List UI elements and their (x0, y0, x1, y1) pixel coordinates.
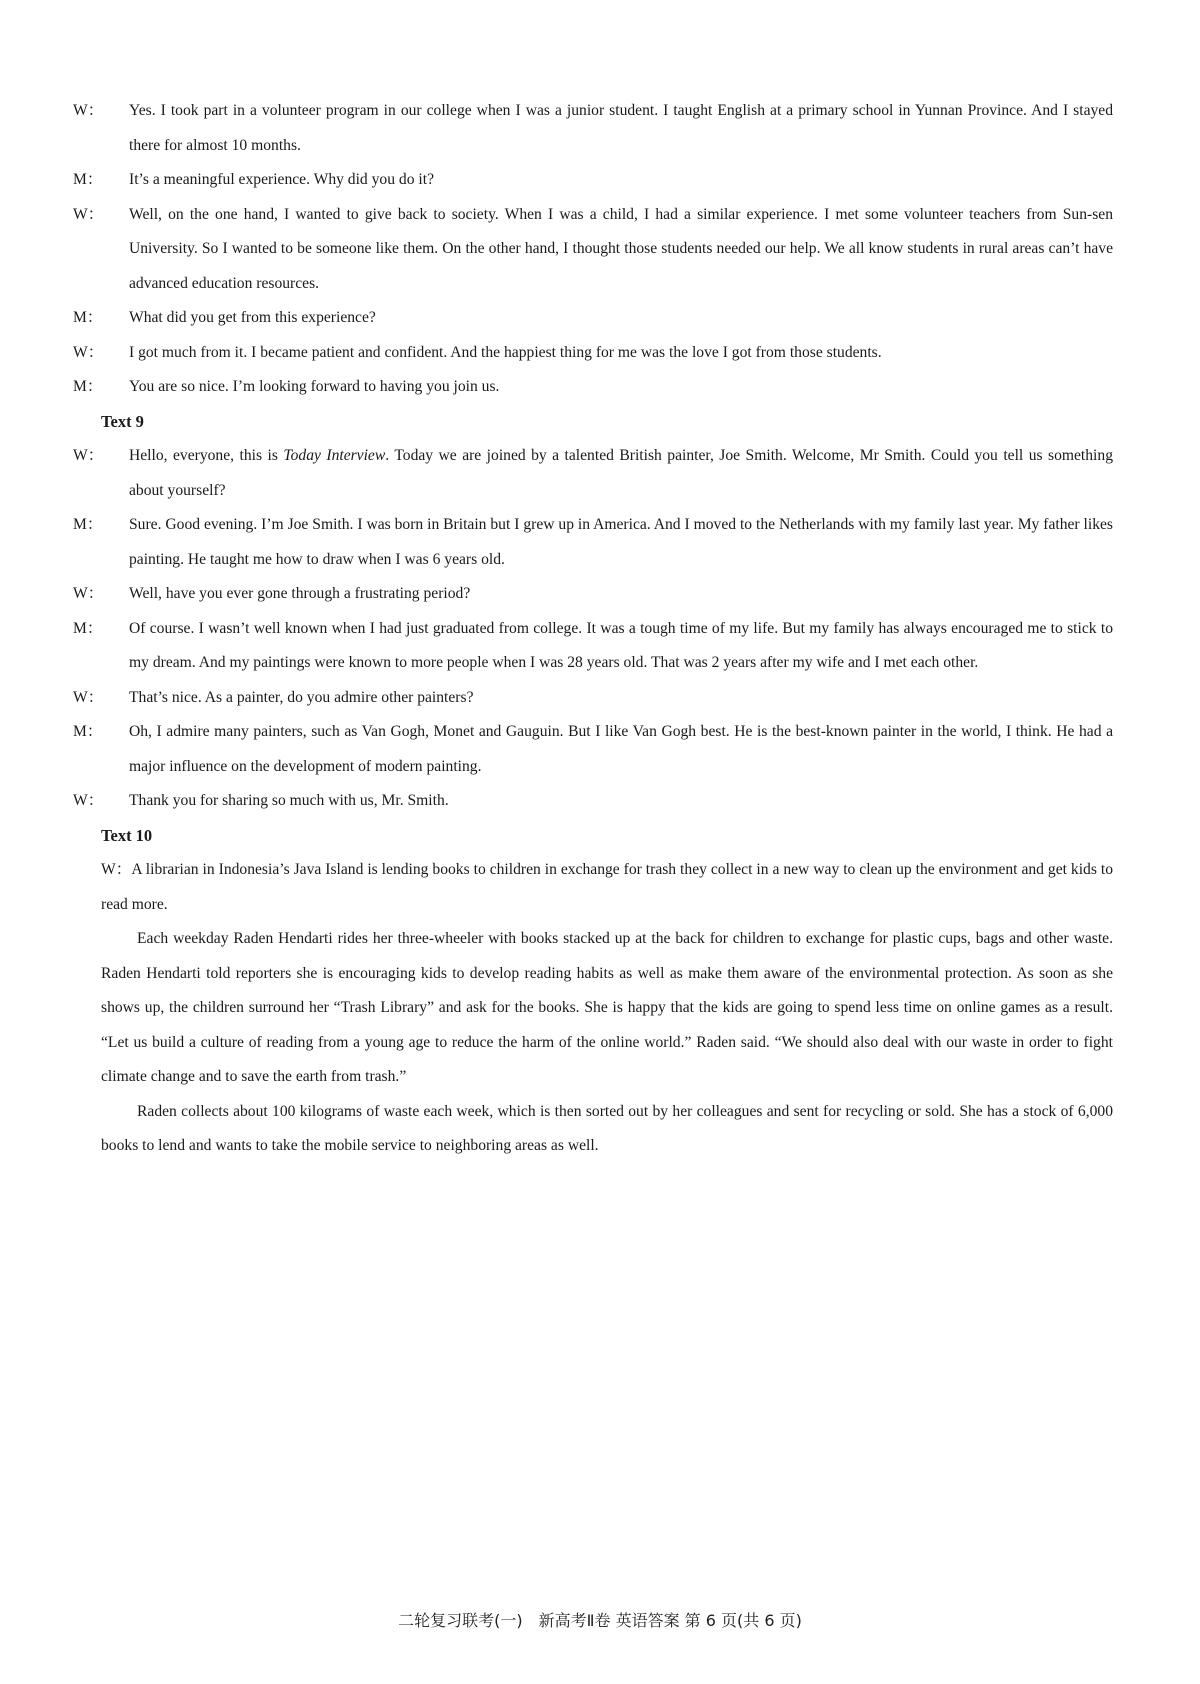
speaker-label: W： (73, 447, 104, 464)
dialogue-text: Yes. I took part in a volunteer program in our college when I was a junior student. I taught English at a primary school in Yunnan Province. And I stayed there for almost 10 months. (129, 102, 1113, 154)
dialogue-turn (73, 163, 1113, 198)
dialogue-turn (73, 577, 1113, 612)
speaker-label: M： (73, 723, 103, 740)
monologue-paragraph: Each weekday Raden Hendarti rides her three-wheeler with books stacked up at the back for children to exchange for plastic cups, bags and other waste. Raden Hendarti told reporters she is encouraging kids to develop reading habits as well as make them aware of the environmental protection. As soon as she shows up, the children surround her “Trash Library” and ask for the books. She is happy that the kids are going to spend less time on online games as a result. “Let us build a culture of reading from a young age to reduce the harm of the online world.” Raden said. “We should also deal with our waste in order to fight climate change and to save the earth from trash.” (101, 930, 1113, 1085)
speaker-label: M： (73, 378, 103, 395)
dialogue-turn (73, 198, 1113, 302)
speaker-label: W： (73, 688, 104, 706)
speaker-label: W： (101, 861, 132, 878)
speaker-label: W： (73, 343, 104, 361)
dialogue-text: You are so nice. I’m looking forward to having you join us. (129, 378, 500, 395)
monologue-paragraph (101, 853, 1113, 922)
speaker-label: M： (73, 516, 103, 533)
section-heading-text-10: Text 10 (101, 825, 153, 845)
dialogue-text: Sure. Good evening. I’m Joe Smith. I was born in Britain but I grew up in America. And I moved to the Netherlands with my family last year. My father likes painting. He taught me how to draw when I was 6 years old. (129, 516, 1113, 568)
dialogue-turn (73, 439, 1113, 508)
dialogue-turn (73, 681, 1113, 716)
speaker-label: W： (73, 102, 104, 119)
dialogue-text: . Today we are joined by a talented British painter, Joe Smith. Welcome, Mr Smith. Could you tell us something about yourself? (129, 447, 1113, 499)
monologue-paragraph: Raden collects about 100 kilograms of waste each week, which is then sorted out by her colleagues and sent for recycling or sold. She has a stock of 6,000 books to lend and wants to take the mobile service to neighboring areas as well. (101, 1102, 1113, 1154)
page-footer: 二轮复习联考(一) 新高考Ⅱ卷 英语答案 第 6 页(共 6 页) (398, 1611, 802, 1630)
dialogue-text: What did you get from this experience? (129, 309, 376, 326)
dialogue-text: I got much from it. I became patient and confident. And the happiest thing for me was the love I got from those students. (129, 343, 882, 361)
dialogue-text: Well, on the one hand, I wanted to give back to society. When I was a child, I had a similar experience. I met some volunteer teachers from Sun-sen University. So I wanted to be someone like them. On the other hand, I thought those students needed our help. We all know students in rural areas can’t have advanced education resources. (129, 205, 1113, 292)
dialogue-turn (73, 370, 1113, 405)
speaker-label: W： (73, 792, 104, 809)
document-body (73, 94, 1113, 1164)
dialogue-text: Well, have you ever gone through a frustrating period? (129, 585, 471, 602)
dialogue-text: That’s nice. As a painter, do you admire other painters? (129, 688, 474, 706)
speaker-label: M： (73, 619, 103, 637)
program-title: Today Interview (283, 447, 386, 464)
section-heading-text-9: Text 9 (101, 411, 144, 431)
speaker-label: W： (73, 205, 104, 223)
speaker-label: W： (73, 585, 104, 602)
dialogue-turn (73, 612, 1113, 681)
dialogue-turn (73, 715, 1113, 784)
paragraph-text: A librarian in Indonesia’s Java Island is lending books to children in exchange for trash they collect in a new way to clean up the environment and get kids to read more. (101, 861, 1113, 913)
dialogue-turn (73, 336, 1113, 371)
dialogue-turn (73, 508, 1113, 577)
dialogue-turn (73, 784, 1113, 819)
dialogue-text: It’s a meaningful experience. Why did you do it? (129, 171, 434, 188)
speaker-label: M： (73, 171, 103, 188)
dialogue-text: Oh, I admire many painters, such as Van Gogh, Monet and Gauguin. But I like Van Gogh best. He is the best-known painter in the world, I think. He had a major influence on the development of modern painting. (129, 723, 1113, 775)
dialogue-text: Hello, everyone, this is (129, 447, 284, 464)
dialogue-turn (73, 301, 1113, 336)
dialogue-turn (73, 94, 1113, 163)
speaker-label: M： (73, 309, 103, 326)
dialogue-text: Thank you for sharing so much with us, Mr. Smith. (129, 792, 449, 809)
dialogue-text: Of course. I wasn’t well known when I had just graduated from college. It was a tough time of my life. But my family has always encouraged me to stick to my dream. And my paintings were known to more people when I was 28 years old. That was 2 years after my wife and I met each other. (129, 619, 1113, 671)
